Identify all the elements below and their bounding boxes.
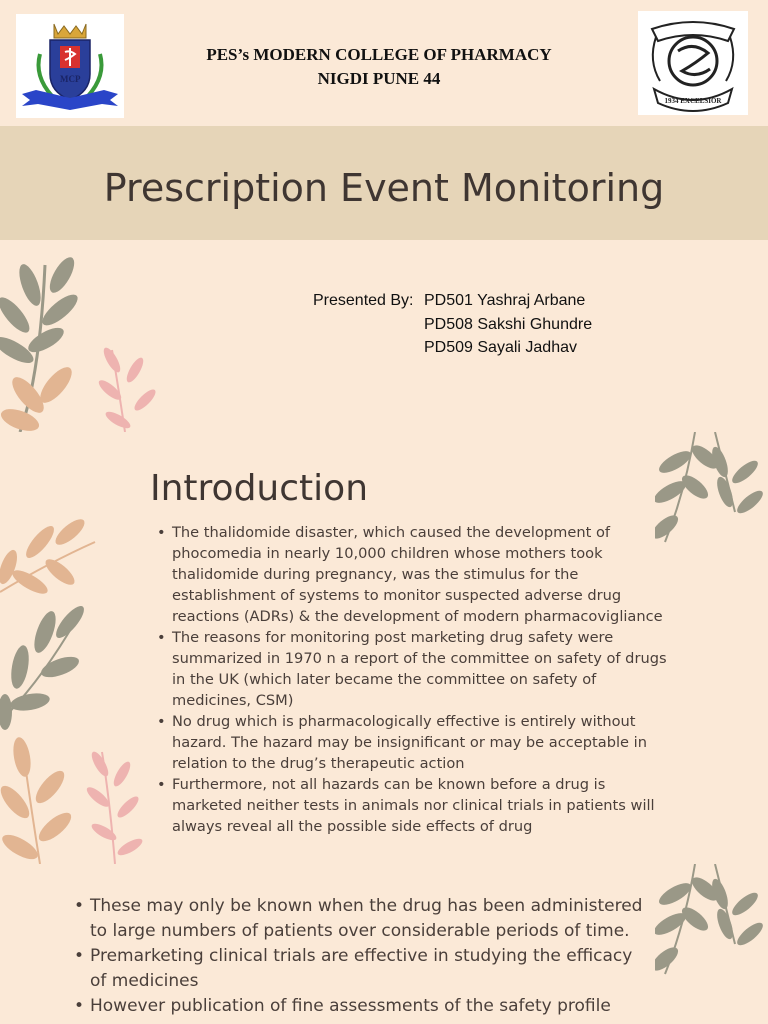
- leaf-branch-icon: [0, 502, 150, 864]
- list-item: • However publication of fine assessments of the safety profile: [72, 994, 652, 1019]
- title-slide: [0, 0, 768, 432]
- presenter-2: PD508 Sakshi Ghundre: [424, 315, 593, 333]
- left-logo-text: MCP: [60, 74, 81, 84]
- continuation-slide: [0, 864, 768, 1024]
- college-logo-left: [16, 14, 124, 118]
- presenter-1: PD501 Yashraj Arbane: [424, 292, 586, 309]
- continuation-bullets: [72, 894, 652, 1019]
- leaf-branch-icon: [655, 432, 768, 552]
- presenter-3: PD509 Sayali Jadhav: [424, 339, 577, 356]
- presented-by-label: Presented By:: [313, 292, 414, 309]
- introduction-bullets: [155, 522, 675, 837]
- list-item: • The thalidomide disaster, which caused the development of phocomedia in nearly 10,000 children whose mothers took thalidomide during pregnancy, was the stimulus for the establishment of systems to monitor suspected adverse drug reactions (ADRs) & the development of modern pharmacovigliance: [155, 522, 675, 627]
- right-logo-text: 1934 EXCELSIOR: [664, 97, 722, 105]
- list-item: • These may only be known when the drug has been administered to large numbers of patients over considerable periods of time.: [72, 894, 652, 944]
- presentation-title: Prescription Event Monitoring: [103, 166, 665, 210]
- presenters-block: [313, 289, 592, 360]
- college-logo-right: [638, 11, 748, 115]
- college-name-line2: NIGDI PUNE 44: [317, 69, 441, 88]
- introduction-heading: Introduction: [150, 468, 369, 509]
- leaf-branch-icon: [655, 864, 768, 984]
- college-name: [130, 43, 628, 91]
- list-item: • Furthermore, not all hazards can be known before a drug is marketed neither tests in animals nor clinical trials in patients will always reveal all the possible side effects of drug: [155, 774, 675, 837]
- list-item: • No drug which is pharmacologically effective is entirely without hazard. The hazard may be insignificant or may be acceptable in relation to the drug’s therapeutic action: [155, 711, 675, 774]
- college-name-line1: PES’s MODERN COLLEGE OF PHARMACY: [206, 45, 552, 64]
- introduction-slide: [0, 432, 768, 864]
- list-item: • Premarketing clinical trials are effective in studying the efficacy of medicines: [72, 944, 652, 994]
- list-item: • The reasons for monitoring post marketing drug safety were summarized in 1970 n a report of the committee on safety of drugs in the UK (which later became the committee on safety of medicines, CSM): [155, 627, 675, 711]
- leaf-branch-icon: [0, 255, 170, 432]
